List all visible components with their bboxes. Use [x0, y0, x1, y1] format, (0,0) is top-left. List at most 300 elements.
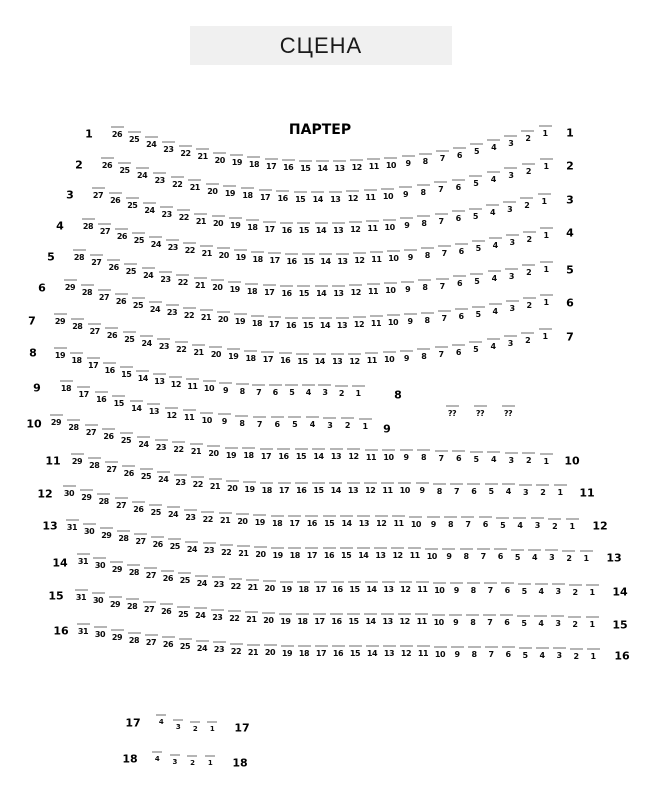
- seat-back-line: [536, 484, 549, 486]
- seat-back-line: [381, 613, 394, 615]
- seat-back-line: [296, 353, 309, 355]
- seat-number: 22: [176, 345, 187, 355]
- seat-number: 12: [349, 356, 360, 366]
- seat-number: 11: [417, 585, 428, 595]
- seat-back-line: [453, 147, 466, 149]
- seat[interactable]: [561, 518, 583, 531]
- seat-number: 13: [383, 649, 395, 659]
- seat-number: 6: [456, 150, 462, 160]
- seat-back-line: [566, 518, 579, 520]
- row-label-right: 13: [606, 551, 622, 565]
- seat-back-line: [170, 754, 180, 756]
- seat-number: 10: [384, 222, 395, 232]
- seat-back-line: [467, 582, 480, 584]
- seat-back-line: [288, 515, 301, 517]
- seat-back-line: [251, 251, 264, 253]
- seat-back-line: [132, 297, 145, 299]
- seat-back-line: [548, 518, 561, 520]
- seat-number: 2: [566, 553, 572, 563]
- seat-back-line: [366, 220, 379, 222]
- seat[interactable]: [549, 484, 571, 497]
- seat-number: 1: [557, 488, 563, 497]
- seat-back-line: [504, 335, 517, 337]
- seat-number: 18: [242, 191, 253, 201]
- seat-back-line: [217, 311, 230, 313]
- seat-back-line: [302, 317, 315, 319]
- seat-number: 2: [572, 587, 578, 597]
- seat-number: 18: [251, 318, 263, 328]
- seat-back-line: [177, 209, 190, 211]
- seat-back-line: [323, 547, 336, 549]
- seat-number: 15: [300, 163, 311, 173]
- seat-back-line: [349, 645, 362, 647]
- seat-number: 12: [400, 585, 411, 595]
- seat-back-line: [383, 645, 396, 647]
- seat-back-line: [280, 581, 293, 583]
- seat[interactable]: [534, 125, 556, 138]
- seat-back-line: [366, 645, 379, 647]
- seat-number: 14: [366, 649, 378, 659]
- seat-number: 29: [101, 530, 112, 540]
- seat-back-line: [143, 601, 156, 603]
- row-label-left: 16: [53, 624, 69, 638]
- seat-number: 8: [471, 649, 477, 659]
- seat-back-line: [101, 157, 114, 159]
- seat-back-line: [486, 204, 499, 206]
- seat-back-line: [168, 538, 181, 540]
- unknown-seat[interactable]: [469, 405, 491, 418]
- seat-number: 26: [115, 297, 127, 307]
- seat-back-line: [140, 468, 153, 470]
- seat-back-line: [569, 584, 582, 586]
- seat-back-line: [365, 581, 378, 583]
- seat-number: 24: [195, 611, 206, 621]
- seat-back-line: [149, 236, 162, 238]
- seat-number: 19: [224, 189, 235, 199]
- seat-back-line: [502, 483, 515, 485]
- seat-number: 4: [517, 520, 523, 530]
- seat-back-line: [400, 449, 413, 451]
- seat[interactable]: [347, 385, 369, 398]
- row-label-right: 11: [579, 486, 595, 500]
- seat-back-line: [438, 245, 451, 247]
- seat-number: 5: [475, 244, 481, 254]
- seat-number: 7: [438, 185, 444, 195]
- seat-back-line: [203, 380, 216, 382]
- seat-number: 17: [306, 551, 317, 560]
- seat-number: 21: [246, 615, 257, 625]
- seat-number: 29: [64, 283, 76, 292]
- seat-number: 9: [403, 353, 409, 363]
- seat-back-line: [171, 176, 184, 178]
- seat-back-line: [436, 150, 449, 152]
- seat-number: 24: [149, 304, 161, 314]
- seat-number: 29: [111, 633, 123, 643]
- seat-number: 17: [78, 389, 89, 399]
- seat-number: 11: [187, 382, 198, 392]
- row-label-left: 15: [48, 589, 64, 603]
- seat-back-line: [83, 523, 96, 525]
- seat-number: 4: [490, 175, 496, 185]
- seat-number: 3: [508, 455, 514, 465]
- seat-number: 19: [254, 518, 265, 528]
- seat-number: 12: [350, 224, 361, 234]
- seat[interactable]: [534, 328, 556, 341]
- seat-number: 19: [281, 648, 293, 658]
- seat-back-line: [472, 306, 485, 308]
- seat-number: 6: [456, 279, 463, 289]
- seat-back-line: [77, 553, 90, 555]
- seat-number: 27: [98, 292, 110, 302]
- seat-back-line: [536, 647, 549, 649]
- seat-back-line: [540, 158, 553, 160]
- seat-back-line: [333, 160, 346, 162]
- seat[interactable]: [535, 294, 557, 307]
- seat-number: 8: [239, 418, 245, 428]
- seat-number: 6: [455, 182, 461, 192]
- seat-back-line: [102, 428, 115, 430]
- seat-back-line: [174, 474, 187, 476]
- seat-back-line: [330, 448, 343, 450]
- seat-number: 19: [280, 616, 291, 626]
- seat-back-line: [90, 254, 103, 256]
- seat-back-line: [81, 284, 94, 286]
- seat-number: 1: [543, 162, 549, 171]
- seat-back-line: [409, 516, 422, 518]
- seat-number: 5: [514, 552, 520, 562]
- seat-back-line: [487, 171, 500, 173]
- seat[interactable]: [581, 584, 603, 597]
- seat-back-line: [519, 647, 532, 649]
- seat-number: 6: [505, 650, 511, 660]
- seat-back-line: [461, 516, 474, 518]
- seat-number: 16: [285, 320, 297, 330]
- seat-back-line: [332, 285, 345, 287]
- seat-back-line: [468, 646, 481, 648]
- seat-back-line: [435, 346, 448, 348]
- seat-back-line: [50, 414, 63, 416]
- seat-number: 15: [298, 288, 309, 298]
- seat-number: 5: [475, 309, 481, 319]
- seat-number: 19: [231, 158, 242, 168]
- seat-back-line: [312, 482, 325, 484]
- seat-back-line: [136, 370, 149, 372]
- seat-number: 18: [247, 223, 258, 233]
- seat-back-line: [217, 247, 230, 249]
- seat-number: 23: [160, 274, 171, 284]
- seat-back-line: [187, 755, 197, 757]
- seat-back-line: [365, 352, 378, 354]
- seat-back-line: [190, 443, 203, 445]
- seat-back-line: [282, 159, 295, 161]
- seat-back-line: [435, 450, 448, 452]
- seat[interactable]: [199, 755, 221, 768]
- seat-number: 27: [145, 571, 156, 581]
- seat-back-line: [196, 640, 209, 642]
- seat-back-line: [438, 310, 451, 312]
- seat-back-line: [285, 253, 298, 255]
- seat-number: 19: [281, 584, 292, 594]
- seat-back-line: [485, 646, 498, 648]
- seat-back-line: [153, 172, 166, 174]
- seat-back-line: [296, 613, 309, 615]
- seat-back-line: [503, 201, 516, 203]
- seat-back-line: [398, 613, 411, 615]
- unknown-seat[interactable]: [441, 405, 463, 418]
- seat-number: 4: [489, 208, 496, 218]
- seat-number: 16: [332, 649, 344, 659]
- seat-number: 25: [133, 235, 144, 245]
- seat-number: 24: [196, 643, 208, 653]
- seat-back-line: [194, 607, 207, 609]
- seat[interactable]: [535, 261, 557, 274]
- seat-number: 15: [303, 256, 314, 266]
- seat-number: 6: [272, 387, 278, 397]
- seat-number: 1: [543, 231, 549, 240]
- seat-back-line: [153, 373, 166, 375]
- seat-number: 7: [465, 520, 471, 530]
- seat-number: 29: [109, 599, 121, 609]
- seat-back-line: [85, 424, 98, 426]
- seat-back-line: [162, 141, 175, 143]
- seat-back-line: [518, 583, 531, 585]
- seat-number: 3: [534, 521, 540, 531]
- seat-back-line: [523, 231, 536, 233]
- seat-back-line: [297, 222, 310, 224]
- seat[interactable]: [533, 193, 555, 206]
- seat-number: 20: [210, 350, 221, 360]
- seat-number: 5: [521, 586, 527, 596]
- seat-number: 1: [569, 522, 575, 531]
- seat-back-line: [539, 328, 552, 330]
- seat-number: 2: [526, 234, 532, 244]
- seat-back-line: [294, 191, 307, 193]
- seat-back-line: [264, 644, 277, 646]
- seat-number: 18: [245, 353, 256, 363]
- unknown-seat[interactable]: [497, 405, 519, 418]
- seat-back-line: [191, 476, 204, 478]
- seat-back-line: [228, 281, 241, 283]
- seat-number: 7: [441, 313, 447, 323]
- seat-back-line: [120, 366, 133, 368]
- seat-number: 7: [256, 419, 262, 429]
- seat-back-line: [551, 615, 564, 617]
- seat-number: 4: [505, 487, 511, 497]
- seat-back-line: [435, 213, 448, 215]
- seat-back-line: [251, 315, 264, 317]
- seat-back-line: [152, 751, 162, 753]
- seat-number: 7: [439, 153, 445, 163]
- row-label-right: 1: [566, 126, 574, 140]
- seat-number: 13: [154, 376, 165, 386]
- seat-number: 17: [262, 355, 273, 365]
- seat-back-line: [382, 581, 395, 583]
- seat-number: 18: [246, 286, 258, 296]
- seat-back-line: [60, 380, 73, 382]
- seat-back-line: [323, 515, 336, 517]
- seat[interactable]: [535, 158, 557, 171]
- seat-number: 24: [146, 140, 157, 150]
- seat-back-line: [128, 131, 141, 133]
- seat-back-line: [315, 645, 328, 647]
- seat-number: 12: [351, 163, 362, 173]
- seat-back-line: [211, 279, 224, 281]
- seat-back-line: [254, 546, 267, 548]
- seat-back-line: [297, 581, 310, 583]
- seat-back-line: [271, 515, 284, 517]
- seat-number: 10: [383, 452, 394, 462]
- seat[interactable]: [575, 550, 597, 563]
- seat-number: 23: [154, 175, 165, 185]
- seat-number: 23: [163, 144, 174, 154]
- row-label-left: 3: [66, 188, 74, 202]
- seat-number: 21: [247, 647, 259, 657]
- seat[interactable]: [535, 227, 557, 240]
- seat-back-line: [392, 515, 405, 517]
- seat-back-line: [520, 197, 533, 199]
- seat-number: 19: [54, 351, 66, 360]
- seat-number: 4: [491, 143, 497, 153]
- seat-number: 16: [280, 356, 291, 366]
- seat-number: 22: [202, 514, 213, 524]
- seat-number: 22: [180, 148, 191, 158]
- seat-back-line: [54, 313, 67, 315]
- seat-number: 28: [128, 568, 139, 578]
- seat-back-line: [126, 197, 139, 199]
- seat-back-line: [156, 714, 166, 716]
- seat-number: 20: [212, 219, 224, 229]
- seat-number: 26: [110, 196, 121, 206]
- seat-back-line: [340, 547, 353, 549]
- seat-number: 6: [482, 520, 488, 530]
- seat-number: 16: [331, 617, 342, 627]
- row-label-left: 7: [28, 314, 36, 328]
- seat-number: 16: [283, 163, 294, 173]
- seat-number: 14: [312, 195, 323, 204]
- seat-number: 10: [203, 384, 215, 394]
- seat-back-line: [263, 284, 276, 286]
- seat-number: 21: [197, 152, 208, 162]
- seat-back-line: [66, 519, 79, 521]
- seat-number: 11: [382, 486, 393, 496]
- seat-number: 6: [497, 552, 503, 562]
- seat-back-line: [172, 441, 185, 443]
- seat-number: 13: [332, 356, 343, 366]
- seat-number: 21: [189, 183, 200, 193]
- seat-back-line: [417, 645, 430, 647]
- seat-back-line: [347, 613, 360, 615]
- seat-number: 15: [297, 356, 308, 366]
- seat-back-line: [452, 344, 465, 346]
- seat-back-line: [147, 403, 160, 405]
- seat-number: 22: [230, 581, 241, 591]
- seat-back-line: [415, 613, 428, 615]
- seat-number: 11: [417, 649, 429, 659]
- seat-number: 3: [509, 238, 515, 248]
- seat-number: 26: [152, 539, 163, 549]
- row-label-left: 4: [56, 219, 64, 233]
- seat-back-line: [285, 384, 298, 386]
- seat-back-line: [167, 506, 180, 508]
- seat-number: 2: [540, 487, 546, 497]
- seat[interactable]: [201, 721, 223, 734]
- seat-back-line: [281, 645, 294, 647]
- seat-back-line: [472, 240, 485, 242]
- seat-back-line: [245, 611, 258, 613]
- seat-back-line: [545, 549, 558, 551]
- seat-number: 19: [244, 484, 255, 494]
- seat-number: 10: [388, 254, 399, 264]
- seat-number: 17: [88, 361, 99, 371]
- seat-number: 4: [492, 241, 498, 251]
- seat-number: 26: [103, 432, 114, 442]
- seat-back-line: [500, 614, 513, 616]
- seat-number: 14: [137, 373, 148, 383]
- seat-number: 22: [172, 179, 183, 189]
- seat-back-line: [110, 561, 123, 563]
- seat-number: 5: [292, 420, 298, 430]
- seat-back-line: [277, 448, 290, 450]
- seat-back-line: [381, 482, 394, 484]
- seat-number: 30: [92, 596, 104, 606]
- seat[interactable]: [354, 418, 376, 431]
- seat-back-line: [302, 384, 315, 386]
- seat-back-line: [218, 413, 231, 415]
- seat-back-line: [195, 575, 208, 577]
- seat-number: 14: [358, 551, 369, 561]
- seat-back-line: [297, 285, 310, 287]
- seat-back-line: [220, 544, 233, 546]
- seat-back-line: [552, 583, 565, 585]
- seat-number: 10: [385, 286, 396, 296]
- row-label-left: 8: [29, 346, 37, 360]
- seat[interactable]: [582, 648, 604, 661]
- seat-back-line: [455, 243, 468, 245]
- seat-number: 11: [371, 255, 382, 265]
- seat-back-line: [179, 638, 192, 640]
- seat[interactable]: [535, 453, 557, 466]
- seat-back-line: [331, 353, 344, 355]
- seat-back-line: [416, 581, 429, 583]
- seat-number: 21: [195, 216, 206, 226]
- seat-back-line: [228, 610, 241, 612]
- seat-number: 25: [169, 542, 180, 552]
- seat-number: 27: [145, 638, 157, 648]
- seat-back-line: [111, 126, 124, 128]
- seat-number: 3: [555, 619, 561, 629]
- seat-back-line: [484, 582, 497, 584]
- seat-number: 21: [200, 313, 212, 323]
- seat-number: 6: [504, 618, 510, 628]
- seat-number: 27: [144, 605, 155, 615]
- seat-number: 28: [128, 635, 140, 645]
- seat-back-line: [271, 416, 284, 418]
- seat-back-line: [511, 549, 524, 551]
- seat[interactable]: [581, 616, 603, 629]
- seat-back-line: [162, 636, 175, 638]
- seat-back-line: [489, 303, 502, 305]
- seat-number: 9: [430, 519, 436, 529]
- seat-back-line: [401, 281, 414, 283]
- seat-back-line: [483, 614, 496, 616]
- seat-back-line: [452, 210, 465, 212]
- seat-back-line: [504, 167, 517, 169]
- seat-number: 13: [148, 407, 159, 417]
- seat-number: 25: [127, 201, 138, 211]
- seat-number: 5: [488, 487, 494, 497]
- seat-number: 1: [209, 725, 215, 733]
- seat-number: 13: [333, 225, 344, 235]
